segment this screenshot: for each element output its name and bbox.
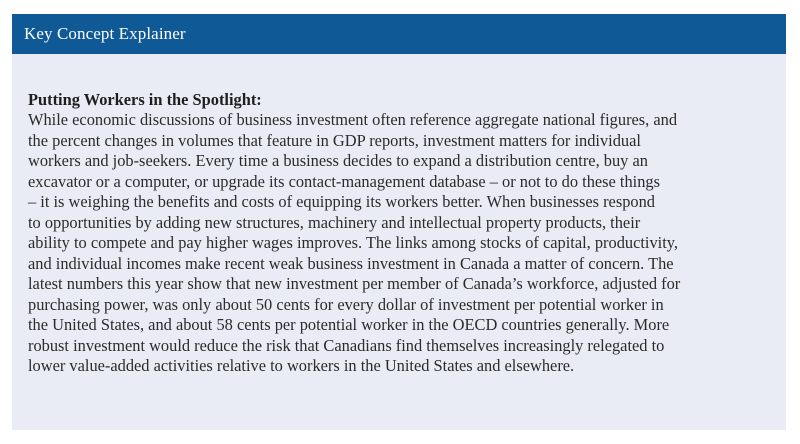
paragraph-line: While economic discussions of business investment often reference aggregate national figures, and	[28, 110, 678, 129]
paragraph-line: and individual incomes make recent weak business investment in Canada a matter of concern. The	[28, 253, 674, 273]
paragraph-line: lower value-added activities relative to workers in the United States and elsewhere.	[28, 356, 575, 375]
body-heading: Putting Workers in the Spotlight:	[28, 90, 262, 109]
explainer-title: Key Concept Explainer	[24, 24, 186, 43]
explainer-body	[12, 54, 786, 377]
paragraph-line: – it is weighing the benefits and costs of equipping its workers better. When businesses respond	[28, 192, 655, 211]
paragraph-line: ability to compete and pay higher wages improves. The links among stocks of capital, productivity,	[28, 233, 679, 252]
key-concept-explainer-box	[12, 14, 786, 430]
paragraph-line: workers and job-seekers. Every time a business decides to expand a distribution centre, buy an	[28, 151, 648, 170]
explainer-header	[12, 14, 786, 54]
paragraph-line: the percent changes in volumes that feature in GDP reports, investment matters for individual	[28, 130, 641, 150]
paragraph-line: the United States, and about 58 cents per potential worker in the OECD countries generally. More	[28, 315, 670, 334]
body-paragraph	[28, 110, 766, 377]
paragraph-line: excavator or a computer, or upgrade its contact-management database – or not to do these things	[28, 171, 660, 191]
paragraph-line: robust investment would reduce the risk that Canadians find themselves increasingly relegated to	[28, 335, 665, 355]
paragraph-line: latest numbers this year show that new investment per member of Canada’s workforce, adjusted for	[28, 274, 681, 293]
paragraph-line: purchasing power, was only about 50 cents for every dollar of investment per potential worker in	[28, 294, 664, 314]
paragraph-line: to opportunities by adding new structures, machinery and intellectual property products, their	[28, 212, 641, 232]
